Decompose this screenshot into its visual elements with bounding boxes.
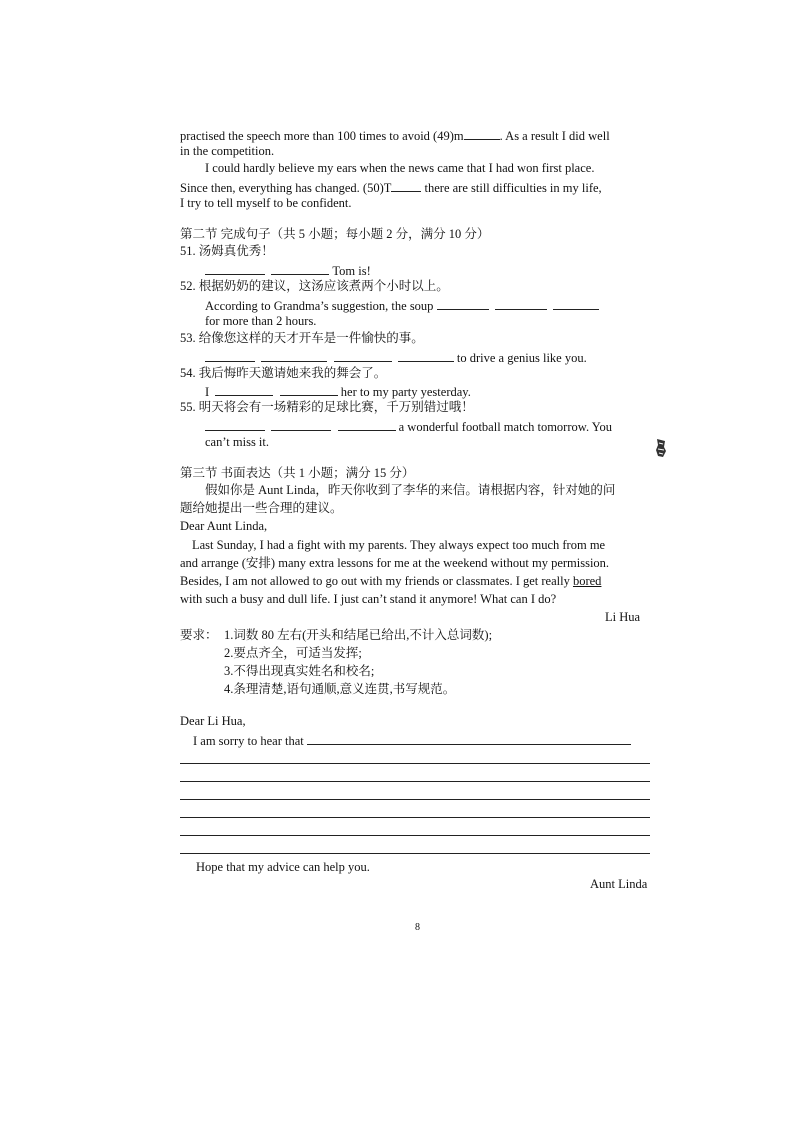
passage-line-5: I try to tell myself to be confident. [180,196,352,210]
q52-english: According to Grandma’s suggestion, the soup [205,296,599,314]
q55-english-cont: can’t miss it. [205,435,270,449]
q51-blank-2[interactable] [271,261,329,275]
q54-blank-1[interactable] [215,382,273,396]
blank-49[interactable] [464,126,500,140]
answer-signature: Aunt Linda [590,877,648,891]
writing-line-1[interactable] [180,763,650,764]
requirement-3: 3.不得出现真实姓名和校名; [224,664,375,678]
scan-mark [655,437,667,459]
requirements-label: 要求： [180,628,218,642]
q55-blank-3[interactable] [338,417,396,431]
q53-blank-3[interactable] [334,348,392,362]
answer-start: I am sorry to hear that [193,731,631,749]
page-number: 8 [415,922,420,933]
q53-english: to drive a genius like you. [205,348,587,366]
letter-line-3: Besides, I am not allowed to go out with my friends or classmates. I get really bored [180,574,602,588]
answer-first-line[interactable] [307,731,631,745]
writing-line-2[interactable] [180,781,650,782]
answer-salutation: Dear Li Hua, [180,714,246,728]
passage-line-1: practised the speech more than 100 times to avoid (49)m . As a result I did well [180,126,610,144]
q54-chinese: 54. 我后悔昨天邀请她来我的舞会了。 [180,366,387,380]
passage-line-3: I could hardly believe my ears when the news came that I had won first place. [205,161,595,175]
q53-blank-4[interactable] [398,348,454,362]
q53-blank-1[interactable] [205,348,255,362]
answer-closing: Hope that my advice can help you. [196,860,370,874]
q52-blank-1[interactable] [437,296,489,310]
q51-english: Tom is! [205,261,371,279]
q51-blank-1[interactable] [205,261,265,275]
q52-blank-3[interactable] [553,296,599,310]
q52-blank-2[interactable] [495,296,547,310]
writing-line-4[interactable] [180,817,650,818]
q53-blank-2[interactable] [261,348,327,362]
writing-line-6[interactable] [180,853,650,854]
q52-english-cont: for more than 2 hours. [205,314,317,328]
q55-english: a wonderful football match tomorrow. You [205,417,612,435]
passage-line-2: in the competition. [180,144,275,158]
letter-line-1: Last Sunday, I had a fight with my parents. They always expect too much from me [192,538,606,552]
requirement-2: 2.要点齐全，可适当发挥; [224,646,362,660]
q55-blank-2[interactable] [271,417,331,431]
section3-heading: 第三节 书面表达（共 1 小题；满分 15 分） [180,466,415,480]
writing-line-3[interactable] [180,799,650,800]
q55-blank-1[interactable] [205,417,265,431]
blank-50[interactable] [391,178,421,192]
letter-signature: Li Hua [605,610,641,624]
letter-line-2: and arrange (安排) many extra lessons for me at the weekend without my permission. [180,556,610,570]
q54-english: I her to my party yesterday. [205,382,471,400]
q53-chinese: 53. 给像您这样的天才开车是一件愉快的事。 [180,331,424,345]
section2-heading: 第二节 完成句子（共 5 小题；每小题 2 分，满分 10 分） [180,227,490,241]
requirement-4: 4.条理清楚,语句通顺,意义连贯,书写规范。 [224,682,456,696]
writing-line-5[interactable] [180,835,650,836]
section3-instruction-2: 题给她提出一些合理的建议。 [180,501,343,515]
q52-chinese: 52. 根据奶奶的建议，这汤应该煮两个小时以上。 [180,279,449,293]
q54-blank-2[interactable] [280,382,338,396]
q51-chinese: 51. 汤姆真优秀！ [180,244,274,258]
section3-instruction-1: 假如你是 Aunt Linda，昨天你收到了李华的来信。请根据内容，针对她的问 [205,483,616,497]
requirement-1: 1.词数 80 左右(开头和结尾已给出,不计入总词数); [224,628,493,642]
letter-salutation: Dear Aunt Linda, [180,519,268,533]
letter-line-4: with such a busy and dull life. I just can’t stand it anymore! What can I do? [180,592,557,606]
q55-chinese: 55. 明天将会有一场精彩的足球比赛，千万别错过哦！ [180,400,474,414]
passage-line-4: Since then, everything has changed. (50)T there are still difficulties in my life, [180,178,602,196]
